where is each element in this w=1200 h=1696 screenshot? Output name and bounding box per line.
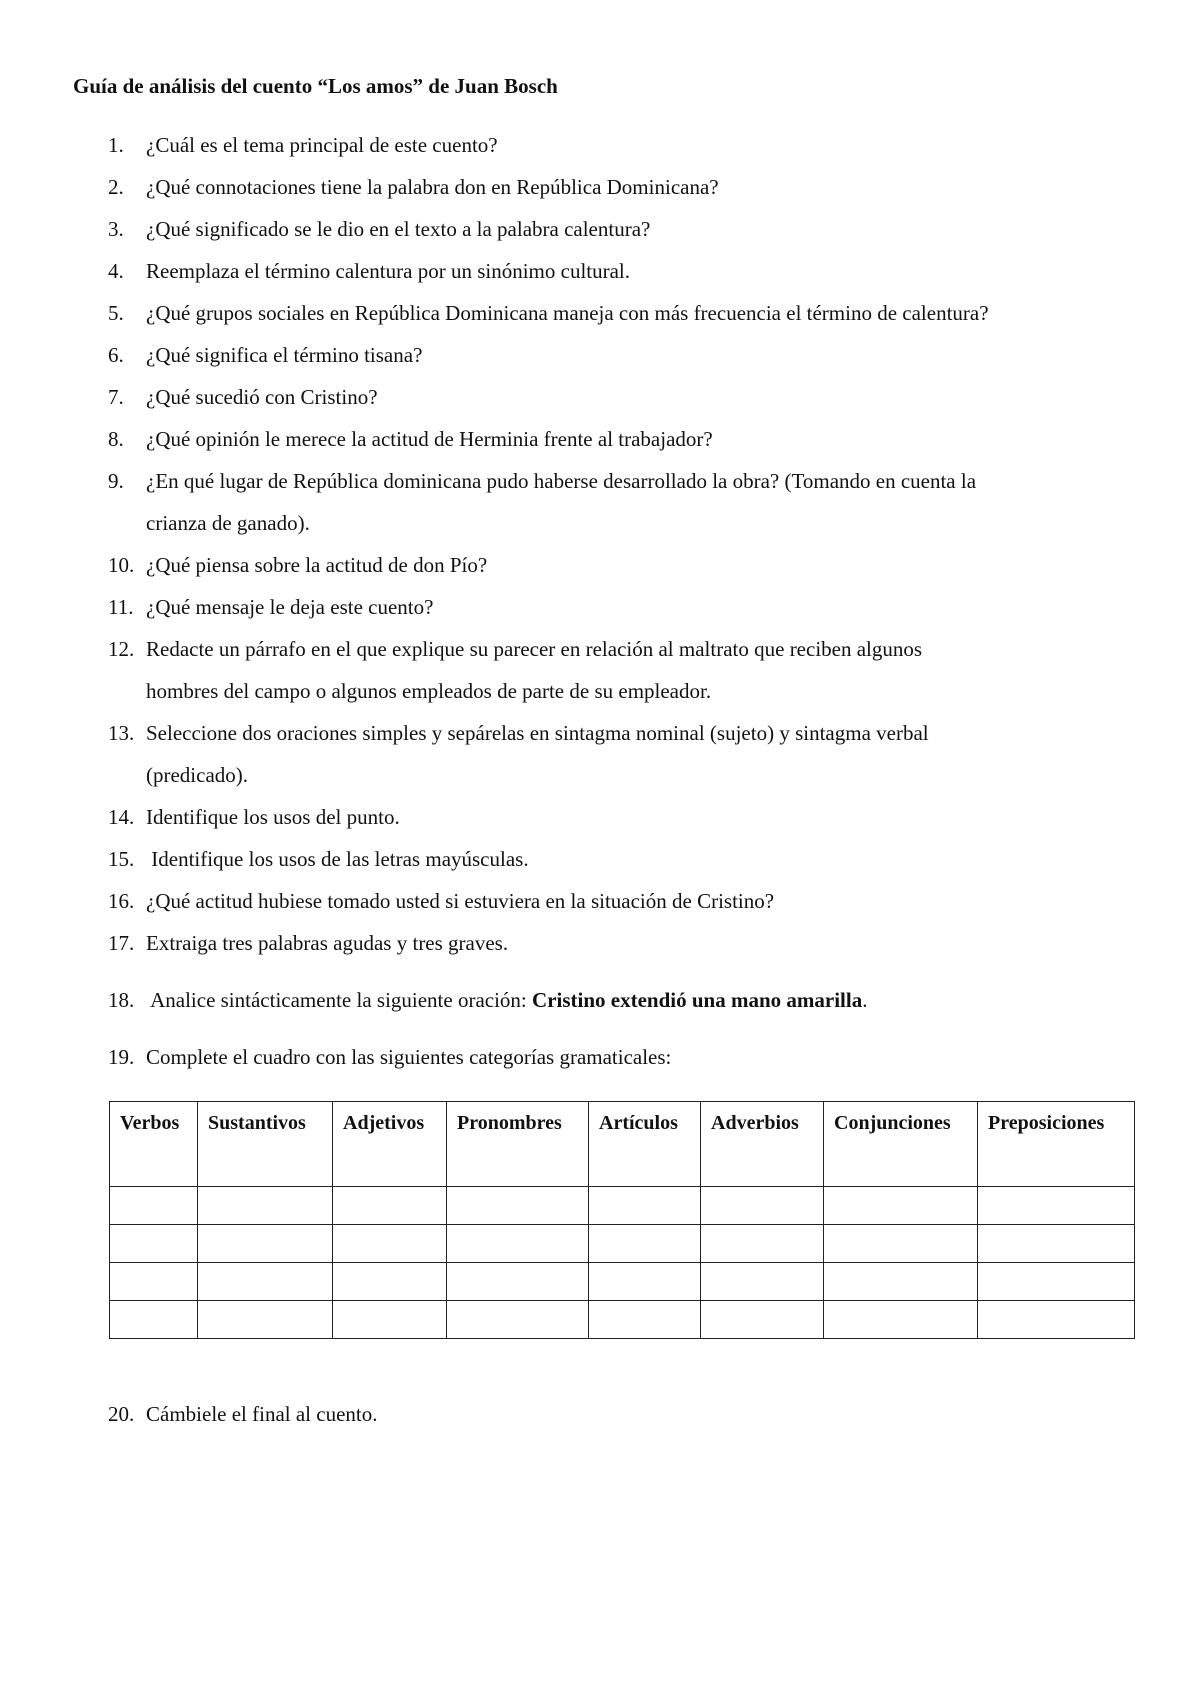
table-cell[interactable] — [198, 1187, 333, 1225]
question-number: 13. — [108, 721, 135, 745]
table-cell[interactable] — [333, 1187, 447, 1225]
question-text-line-2: hombres del campo o algunos empleados de parte de su empleador. — [146, 679, 712, 703]
question-number: 5. — [108, 301, 124, 325]
header-conjunciones: Conjunciones — [824, 1102, 978, 1187]
question-text — [146, 979, 1138, 1021]
table-cell[interactable] — [701, 1263, 824, 1301]
question-6 — [108, 334, 1138, 376]
table-cell[interactable] — [589, 1301, 701, 1339]
table-cell[interactable] — [110, 1301, 198, 1339]
table-cell[interactable] — [198, 1301, 333, 1339]
question-text: Identifique los usos de las letras mayúsculas. — [146, 847, 529, 871]
question-number: 8. — [108, 427, 124, 451]
table-cell[interactable] — [824, 1187, 978, 1225]
question-number: 11. — [108, 595, 134, 619]
question-number: 20. — [108, 1402, 135, 1426]
question-14 — [108, 796, 1138, 838]
question-11 — [108, 586, 1138, 628]
question-text: ¿Qué piensa sobre la actitud de don Pío? — [146, 553, 488, 577]
question-number: 2. — [108, 175, 124, 199]
question-text: ¿Qué significa el término tisana? — [146, 343, 423, 367]
question-text: Identifique los usos del punto. — [146, 805, 400, 829]
question-text — [146, 712, 1138, 796]
table-cell[interactable] — [333, 1263, 447, 1301]
header-pronombres: Pronombres — [447, 1102, 589, 1187]
question-text-line-2: crianza de ganado). — [146, 511, 310, 535]
question-text: ¿Cuál es el tema principal de este cuento? — [146, 133, 498, 157]
table-cell[interactable] — [198, 1225, 333, 1263]
header-articulos: Artículos — [589, 1102, 701, 1187]
question-text: Reemplaza el término calentura por un sinónimo cultural. — [146, 259, 631, 283]
table-cell[interactable] — [589, 1263, 701, 1301]
question-1 — [108, 124, 1138, 166]
table-header-row — [110, 1102, 1135, 1187]
question-number: 9. — [108, 469, 124, 493]
table-cell[interactable] — [978, 1225, 1135, 1263]
table-row — [110, 1187, 1135, 1225]
table-cell[interactable] — [447, 1301, 589, 1339]
question-7 — [108, 376, 1138, 418]
target-sentence: Cristino extendió una mano amarilla — [532, 988, 863, 1012]
table-cell[interactable] — [333, 1225, 447, 1263]
table-row — [110, 1263, 1135, 1301]
question-19 — [108, 1036, 1138, 1078]
question-20 — [108, 1393, 1138, 1435]
table-cell[interactable] — [589, 1225, 701, 1263]
grammatical-categories-table — [109, 1101, 1135, 1339]
question-text: ¿Qué significado se le dio en el texto a la palabra calentura? — [146, 217, 651, 241]
question-2 — [108, 166, 1138, 208]
question-text: Extraiga tres palabras agudas y tres graves. — [146, 931, 509, 955]
question-text: ¿Qué sucedió con Cristino? — [146, 385, 378, 409]
question-number: 19. — [108, 1045, 135, 1069]
table-cell[interactable] — [824, 1225, 978, 1263]
question-number: 3. — [108, 217, 124, 241]
question-number: 10. — [108, 553, 135, 577]
table-cell[interactable] — [824, 1301, 978, 1339]
question-text: ¿Qué actitud hubiese tomado usted si estuviera en la situación de Cristino? — [146, 889, 775, 913]
table-cell[interactable] — [978, 1263, 1135, 1301]
question-15 — [108, 838, 1138, 880]
table-cell[interactable] — [824, 1263, 978, 1301]
table-cell[interactable] — [978, 1301, 1135, 1339]
table-cell[interactable] — [333, 1301, 447, 1339]
question-number: 12. — [108, 637, 135, 661]
table-cell[interactable] — [701, 1301, 824, 1339]
table-cell[interactable] — [110, 1263, 198, 1301]
table-cell[interactable] — [701, 1225, 824, 1263]
document-title: Guía de análisis del cuento “Los amos” de Juan Bosch — [73, 74, 558, 98]
question-4 — [108, 250, 1138, 292]
question-text-prefix: Analice sintácticamente la siguiente oración: — [146, 988, 533, 1012]
question-13 — [108, 712, 1138, 796]
question-number: 17. — [108, 931, 135, 955]
question-8 — [108, 418, 1138, 460]
table-cell[interactable] — [447, 1225, 589, 1263]
table-cell[interactable] — [978, 1187, 1135, 1225]
question-text-line-1: ¿En qué lugar de República dominicana pudo haberse desarrollado la obra? (Tomando en cuenta la — [146, 469, 977, 493]
header-verbos: Verbos — [110, 1102, 198, 1187]
header-adjetivos: Adjetivos — [333, 1102, 447, 1187]
table-cell[interactable] — [110, 1187, 198, 1225]
question-text: ¿Qué grupos sociales en República Dominicana maneja con más frecuencia el término de calentura? — [146, 301, 989, 325]
question-number: 14. — [108, 805, 135, 829]
question-number: 1. — [108, 133, 124, 157]
question-text: ¿Qué mensaje le deja este cuento? — [146, 595, 434, 619]
table-cell[interactable] — [447, 1263, 589, 1301]
table-row — [110, 1225, 1135, 1263]
question-16 — [108, 880, 1138, 922]
question-3 — [108, 208, 1138, 250]
question-text: ¿Qué connotaciones tiene la palabra don en República Dominicana? — [146, 175, 719, 199]
table-cell[interactable] — [447, 1187, 589, 1225]
question-text: ¿Qué opinión le merece la actitud de Herminia frente al trabajador? — [146, 427, 713, 451]
question-number: 15. — [108, 847, 135, 871]
question-number: 7. — [108, 385, 124, 409]
question-number: 16. — [108, 889, 135, 913]
question-text: Complete el cuadro con las siguientes categorías gramaticales: — [146, 1045, 672, 1069]
question-number: 4. — [108, 259, 124, 283]
question-12 — [108, 628, 1138, 712]
question-18 — [108, 979, 1138, 1021]
question-text-line-2: (predicado). — [146, 763, 249, 787]
question-9 — [108, 460, 1138, 544]
table-cell[interactable] — [589, 1187, 701, 1225]
table-cell[interactable] — [198, 1263, 333, 1301]
question-number: 18. — [108, 988, 135, 1012]
table-cell[interactable] — [110, 1225, 198, 1263]
question-text-line-1: Redacte un párrafo en el que explique su parecer en relación al maltrato que reciben algunos — [146, 637, 923, 661]
question-number: 6. — [108, 343, 124, 367]
question-17 — [108, 922, 1138, 964]
question-text-line-1: Seleccione dos oraciones simples y sepárelas en sintagma nominal (sujeto) y sintagma verbal — [146, 721, 929, 745]
question-text — [146, 460, 1138, 544]
question-5 — [108, 292, 1138, 334]
question-text: Cámbiele el final al cuento. — [146, 1402, 378, 1426]
question-text-suffix: . — [862, 988, 868, 1012]
header-sustantivos: Sustantivos — [198, 1102, 333, 1187]
table-row — [110, 1301, 1135, 1339]
header-adverbios: Adverbios — [701, 1102, 824, 1187]
question-text — [146, 628, 1138, 712]
header-preposiciones: Preposiciones — [978, 1102, 1135, 1187]
question-10 — [108, 544, 1138, 586]
table-cell[interactable] — [701, 1187, 824, 1225]
